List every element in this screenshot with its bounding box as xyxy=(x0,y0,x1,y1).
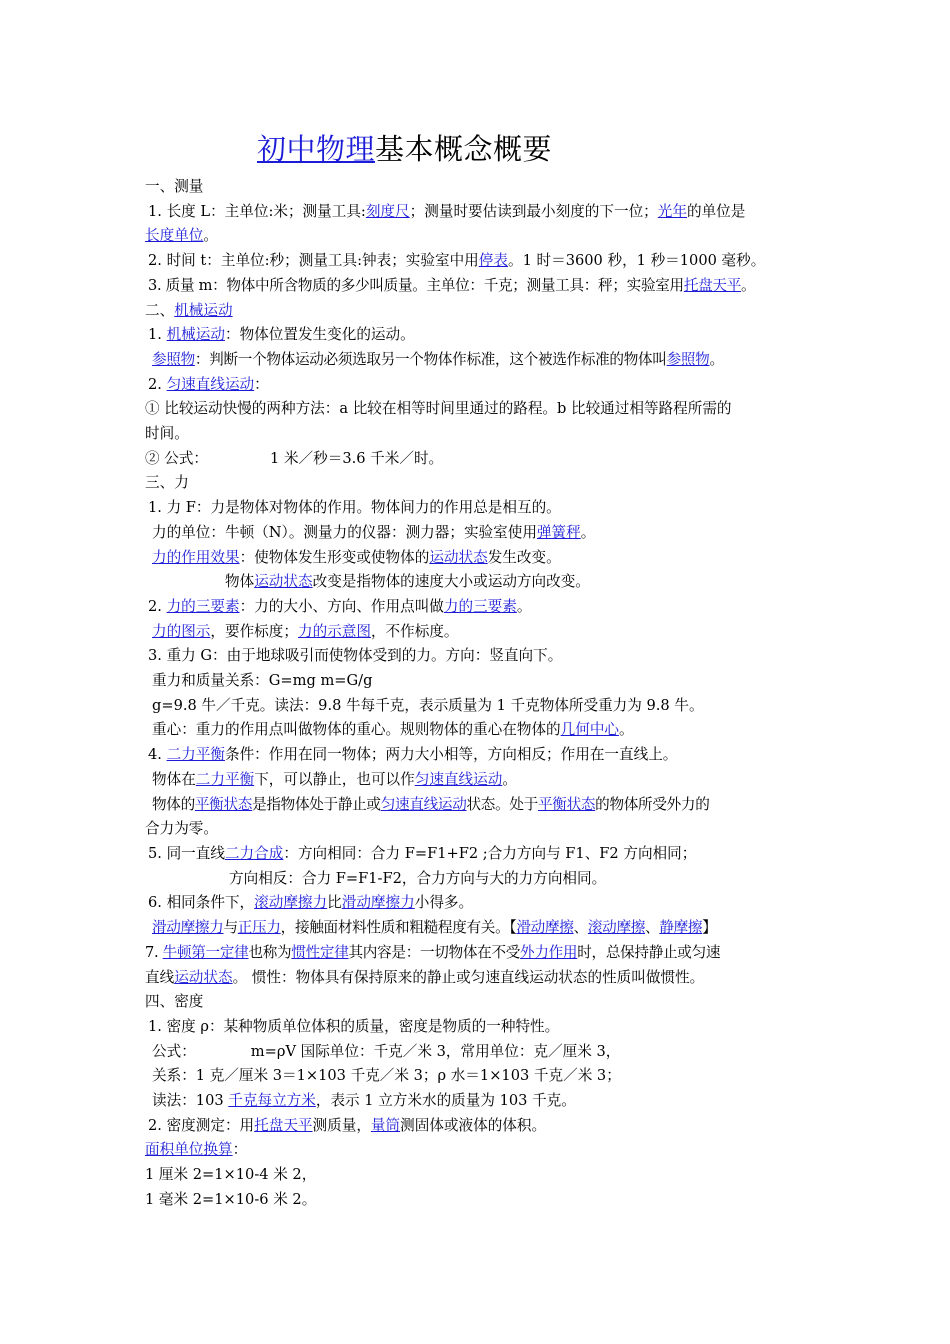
link[interactable]: 惯性定律 xyxy=(291,943,349,961)
link[interactable]: 力的三要素 xyxy=(443,597,517,615)
paragraph: ① 比较运动快慢的两种方法：a 比较在相等时间里通过的路程。b 比较通过相等路程所需的 xyxy=(145,400,732,418)
paragraph: 公式： m=ρV 国际单位：千克／米 3，常用单位：克／厘米 3， xyxy=(152,1042,621,1060)
paragraph: 2. 力的三要素：力的大小、方向、作用点叫做力的三要素。 xyxy=(148,597,532,615)
paragraph: 2. 时间 t：主单位:秒；测量工具:钟表；实验室中用停表。1 时＝3600 秒，1 秒＝1000 毫秒。 xyxy=(148,252,766,270)
link[interactable]: 机械运动 xyxy=(174,301,233,319)
link[interactable]: 匀速直线运动 xyxy=(166,375,255,393)
paragraph: 1. 机械运动：物体位置发生变化的运动。 xyxy=(148,326,415,344)
link[interactable]: 量筒 xyxy=(370,1116,401,1134)
paragraph: 方向相反：合力 F=F1-F2，合力方向与大的力方向相同。 xyxy=(229,869,607,887)
paragraph: 参照物：判断一个物体运动必须选取另一个物体作标准，这个被选作标准的物体叫参照物。 xyxy=(152,350,724,368)
paragraph: 力的作用效果：使物体发生形变或使物体的运动状态发生改变。 xyxy=(152,548,561,566)
link[interactable]: 参照物 xyxy=(666,350,710,368)
link[interactable]: 匀速直线运动 xyxy=(380,795,467,813)
paragraph: 3. 质量 m：物体中所含物质的多少叫质量。主单位：千克；测量工具：秤；实验室用托盘天平。 xyxy=(148,276,756,294)
document-body xyxy=(145,125,810,1213)
link[interactable]: 弹簧秤 xyxy=(536,523,581,541)
paragraph: 时间。 xyxy=(145,425,189,443)
link[interactable]: 滚动摩擦 xyxy=(587,919,646,937)
link[interactable]: 匀速直线运动 xyxy=(414,770,503,788)
paragraph: 1 毫米 2=1×10-6 米 2。 xyxy=(145,1190,317,1208)
link[interactable]: 机械运动 xyxy=(166,326,225,344)
link[interactable]: 光年 xyxy=(657,202,687,220)
paragraph: 合力为零。 xyxy=(145,820,218,838)
paragraph: 物体的平衡状态是指物体处于静止或匀速直线运动状态。处于平衡状态的物体所受外力的 xyxy=(152,795,710,813)
link[interactable]: 静摩擦 xyxy=(659,919,703,937)
paragraph: g=9.8 牛／千克。读法：9.8 牛每千克，表示质量为 1 千克物体所受重力为 9.8 牛。 xyxy=(152,696,704,714)
paragraph: 2. 密度测定：用托盘天平测质量，量筒测固体或液体的体积。 xyxy=(148,1116,547,1134)
link[interactable]: 面积单位换算 xyxy=(145,1141,233,1159)
paragraph: 物体运动状态改变是指物体的速度大小或运动方向改变。 xyxy=(225,573,590,591)
link[interactable]: 滚动摩擦力 xyxy=(254,894,328,912)
link[interactable]: 二力合成 xyxy=(224,844,284,862)
paragraph: ② 公式： 1 米／秒＝3.6 千米／时。 xyxy=(145,449,444,467)
link[interactable]: 运动状态 xyxy=(174,968,233,986)
link[interactable]: 滑动摩擦 xyxy=(516,919,574,937)
title-link[interactable]: 初中物理 xyxy=(257,132,376,166)
link[interactable]: 千克每立方米 xyxy=(228,1092,316,1110)
paragraph: 力的图示，要作标度；力的示意图，不作标度。 xyxy=(152,622,459,640)
paragraph: 面积单位换算： xyxy=(145,1141,248,1159)
paragraph: 2. 匀速直线运动： xyxy=(148,375,269,393)
link[interactable]: 托盘天平 xyxy=(254,1116,313,1134)
paragraph: 1. 密度 ρ：某种物质单位体积的质量，密度是物质的一种特性。 xyxy=(148,1017,560,1035)
paragraph: 物体在二力平衡下，可以静止，也可以作匀速直线运动。 xyxy=(152,770,517,788)
link[interactable]: 长度单位 xyxy=(145,227,204,245)
link[interactable]: 牛顿第一定律 xyxy=(162,943,249,961)
link[interactable]: 托盘天平 xyxy=(683,276,742,294)
link[interactable]: 正压力 xyxy=(237,919,281,937)
paragraph: 力的单位：牛顿（N）。测量力的仪器：测力器；实验室使用弹簧秤。 xyxy=(152,523,596,541)
section-heading: 一、测量 xyxy=(145,178,204,195)
link[interactable]: 运动状态 xyxy=(254,573,313,591)
link[interactable]: 停表 xyxy=(478,252,508,270)
paragraph: 5. 同一直线二力合成：方向相同：合力 F=F1+F2 ;合力方向与 F1、F2 方向相同； xyxy=(148,844,697,862)
link[interactable]: 几何中心 xyxy=(560,721,620,739)
paragraph: 1. 长度 L：主单位:米；测量工具:刻度尺；测量时要估读到最小刻度的下一位；光年的单位是 xyxy=(148,202,746,220)
link[interactable]: 力的图示 xyxy=(152,622,211,640)
paragraph: 读法：103 千克每立方米，表示 1 立方米水的质量为 103 千克。 xyxy=(152,1092,576,1110)
link[interactable]: 外力作用 xyxy=(520,943,578,961)
paragraph: 直线运动状态。 惯性：物体具有保持原来的静止或匀速直线运动状态的性质叫做惯性。 xyxy=(145,968,705,986)
section-heading: 二、机械运动 xyxy=(145,301,233,319)
paragraph: 4. 二力平衡条件：作用在同一物体；两力大小相等，方向相反；作用在一直线上。 xyxy=(148,746,678,764)
paragraph: 7. 牛顿第一定律也称为惯性定律其内容是：一切物体在不受外力作用时，总保持静止或匀速 xyxy=(145,943,721,961)
section-heading: 三、力 xyxy=(145,474,189,492)
paragraph: 重力和质量关系：G=mg m=G/g xyxy=(152,672,373,690)
link[interactable]: 力的三要素 xyxy=(166,597,240,615)
paragraph: 重心：重力的作用点叫做物体的重心。规则物体的重心在物体的几何中心。 xyxy=(152,721,634,739)
paragraph: 关系：1 克／厘米 3＝1×103 千克／米 3；ρ 水＝1×103 千克／米 3； xyxy=(152,1067,621,1085)
link[interactable]: 参照物 xyxy=(152,350,195,368)
paragraph: 6. 相同条件下，滚动摩擦力比滑动摩擦力小得多。 xyxy=(148,894,474,912)
paragraph: 滑动摩擦力与正压力，接触面材料性质和粗糙程度有关。【滑动摩擦、滚动摩擦、静摩擦】 xyxy=(152,919,717,937)
link[interactable]: 力的作用效果 xyxy=(152,548,240,566)
paragraph: 长度单位。 xyxy=(145,227,218,245)
link[interactable]: 二力平衡 xyxy=(195,770,255,788)
link[interactable]: 滑动摩擦力 xyxy=(341,894,415,912)
link[interactable]: 刻度尺 xyxy=(365,202,410,220)
link[interactable]: 力的示意图 xyxy=(297,622,371,640)
link[interactable]: 二力平衡 xyxy=(166,746,225,764)
link[interactable]: 运动状态 xyxy=(429,548,488,566)
paragraph: 1 厘米 2=1×10-4 米 2， xyxy=(145,1166,317,1184)
page-title: 初中物理基本概念概要 xyxy=(257,132,553,166)
link[interactable]: 平衡状态 xyxy=(194,795,253,813)
link[interactable]: 平衡状态 xyxy=(537,795,596,813)
paragraph: 3. 重力 G：由于地球吸引而使物体受到的力。方向：竖直向下。 xyxy=(148,647,563,665)
section-heading: 四、密度 xyxy=(145,993,204,1011)
link[interactable]: 滑动摩擦力 xyxy=(152,919,224,937)
paragraph: 1. 力 F：力是物体对物体的作用。物体间力的作用总是相互的。 xyxy=(148,499,561,517)
